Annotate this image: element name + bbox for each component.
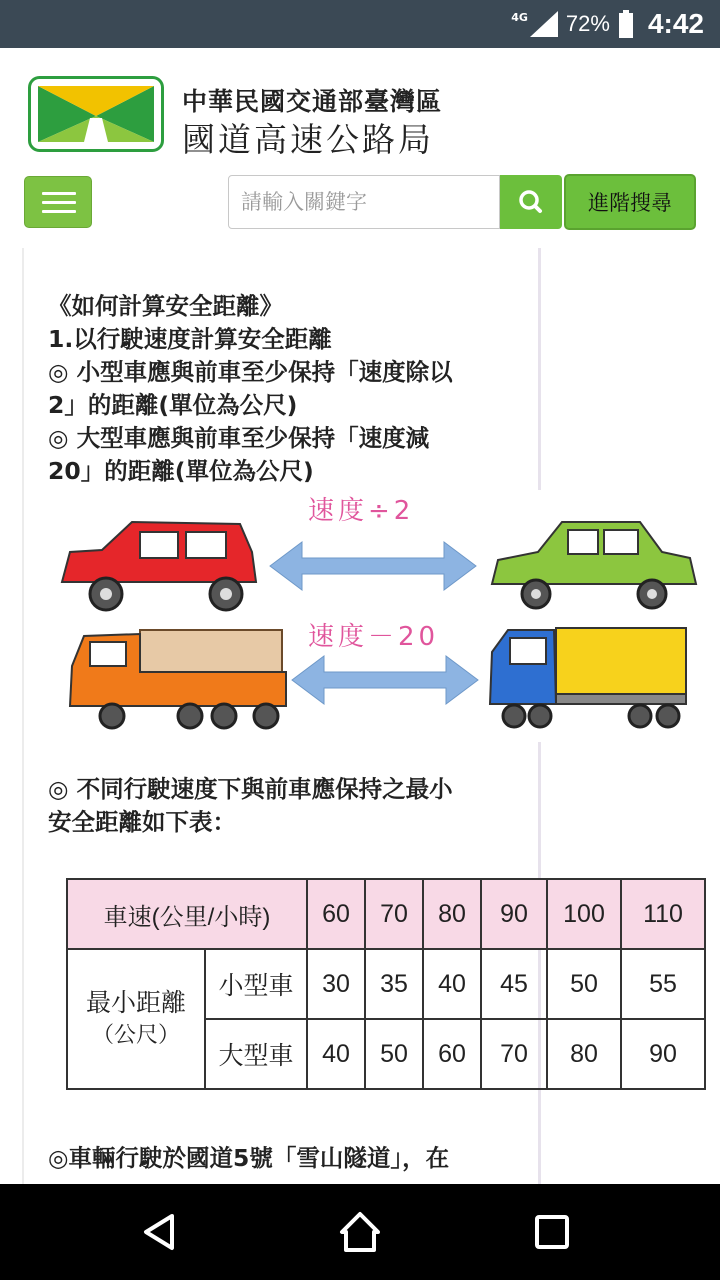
network-type: 4G [511, 10, 528, 24]
row-group-unit: （公尺） [91, 1022, 180, 1047]
signal-icon [530, 11, 558, 37]
table-cell: 80 [547, 1019, 621, 1089]
article-intro [48, 290, 518, 488]
table-cell: 大型車 [205, 1019, 307, 1089]
org-name-line1: 中華民國交通部臺灣區 [182, 87, 443, 116]
table-cell: 35 [365, 949, 423, 1019]
table-cell: 30 [307, 949, 365, 1019]
article-line: ◎ 不同行駛速度下與前車應保持之最小 [48, 775, 453, 803]
article-content [0, 248, 720, 1184]
agency-logo[interactable] [28, 76, 164, 152]
red-car-icon [62, 522, 256, 610]
article-line: ◎ 小型車應與前車至少保持「速度除以 [48, 358, 453, 386]
advanced-search-button[interactable]: 進階搜尋 [564, 174, 696, 230]
back-icon [140, 1212, 180, 1252]
search-input[interactable] [228, 175, 500, 229]
card-border-left [22, 248, 24, 1184]
table-cell: 40 [423, 949, 481, 1019]
table-header-cell: 60 [307, 879, 365, 949]
home-button[interactable] [332, 1204, 388, 1260]
article-line: 安全距離如下表： [48, 808, 236, 836]
site-header [0, 48, 720, 248]
distance-illustration [40, 490, 720, 742]
recents-button[interactable] [524, 1204, 580, 1260]
table-cell: 55 [621, 949, 705, 1019]
row-group-cell [67, 949, 205, 1089]
table-cell: 小型車 [205, 949, 307, 1019]
table-header-cell: 80 [423, 879, 481, 949]
search-button[interactable] [500, 175, 562, 229]
table-header-cell: 110 [621, 879, 705, 949]
back-button[interactable] [132, 1204, 188, 1260]
table-header-cell: 90 [481, 879, 547, 949]
table-header-cell: 100 [547, 879, 621, 949]
table-cell: 50 [547, 949, 621, 1019]
label-speed-minus-20: 速度－20 [308, 622, 440, 652]
label-speed-divided-by-2: 速度÷2 [308, 496, 415, 526]
article-tunnel-note [48, 1142, 518, 1175]
article-heading: 《如何計算安全距離》 [48, 292, 283, 320]
table-cell: 70 [481, 1019, 547, 1089]
article-line: 2」的距離(單位為公尺) [48, 391, 298, 419]
article-table-intro [48, 773, 518, 839]
table-cell: 40 [307, 1019, 365, 1089]
double-arrow-icon [292, 656, 478, 704]
table-header-cell: 70 [365, 879, 423, 949]
table-cell: 90 [621, 1019, 705, 1089]
table-row [67, 949, 705, 1019]
battery-percent: 72% [565, 11, 610, 36]
table-cell: 50 [365, 1019, 423, 1089]
search-icon [500, 175, 562, 229]
org-name-line2: 國道高速公路局 [182, 120, 434, 159]
row-group-label: 最小距離 [85, 989, 186, 1017]
article-line: ◎車輛行駛於國道5號「雪山隧道」，在 [48, 1144, 450, 1172]
article-line: 20」的距離(單位為公尺) [48, 457, 314, 485]
green-car-icon [492, 522, 696, 608]
status-bar [0, 0, 720, 48]
system-nav-bar [0, 1184, 720, 1280]
hamburger-menu-button[interactable] [24, 176, 92, 228]
table-header-row [67, 879, 705, 949]
home-icon [338, 1210, 382, 1254]
table-header-cell: 車速(公里/小時) [67, 879, 307, 949]
article-line: ◎ 大型車應與前車至少保持「速度減 [48, 424, 430, 452]
blue-truck-icon [490, 628, 686, 727]
article-line: 1.以行駛速度計算安全距離 [48, 325, 332, 353]
double-arrow-icon [270, 542, 476, 590]
orange-truck-icon [70, 630, 286, 728]
battery-icon [618, 10, 634, 38]
clock: 4:42 [647, 8, 704, 39]
table-cell: 60 [423, 1019, 481, 1089]
safe-distance-table [66, 878, 706, 1090]
recents-icon [534, 1214, 570, 1250]
table-cell: 45 [481, 949, 547, 1019]
